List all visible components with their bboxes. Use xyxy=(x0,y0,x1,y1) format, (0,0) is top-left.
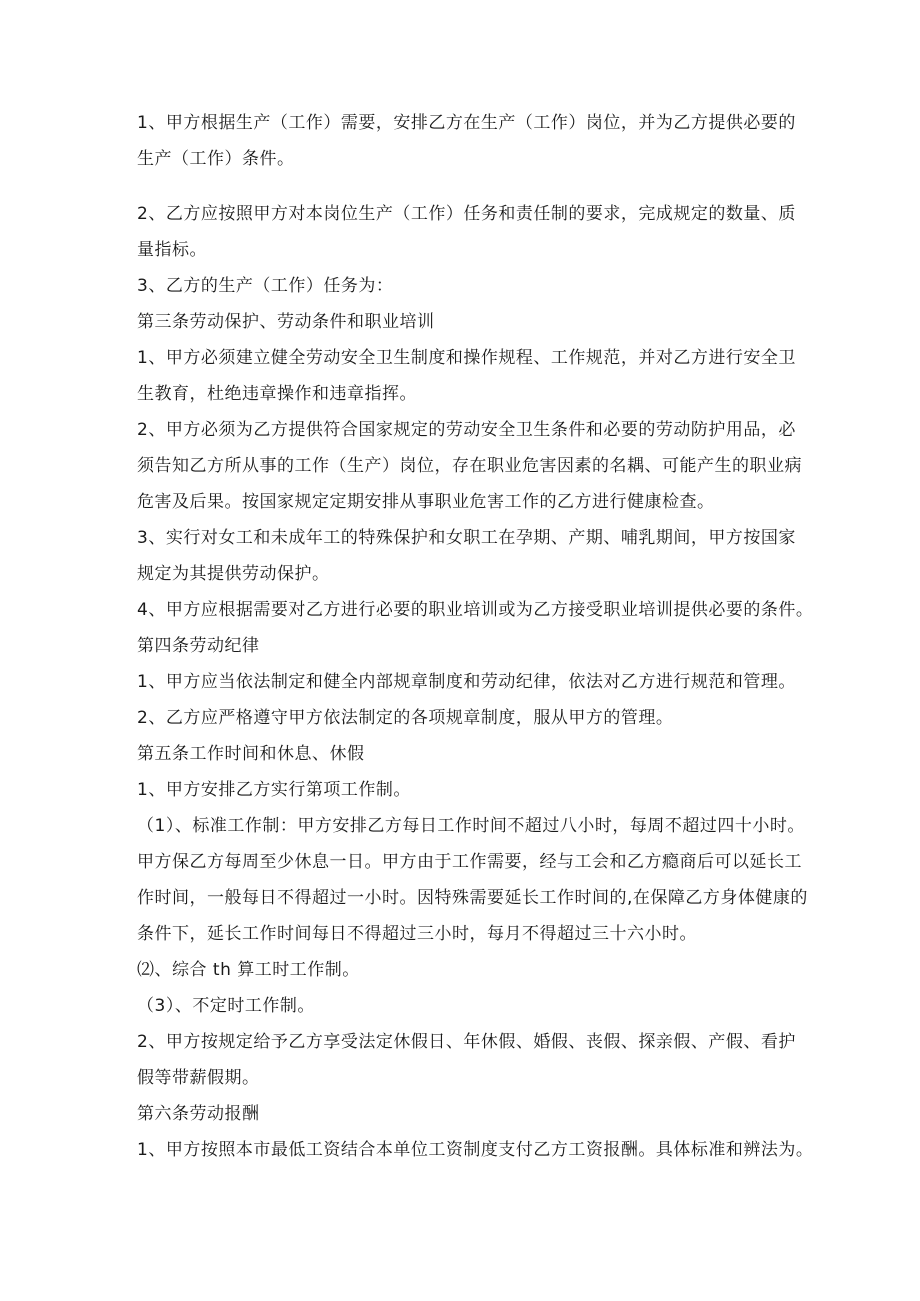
text-line: （3）、不定时工作制。 xyxy=(137,996,315,1016)
paragraph xyxy=(137,664,797,700)
text-line: 第六条劳动报酬 xyxy=(137,1104,260,1124)
text-line: 规定为其提供劳动保护。 xyxy=(137,564,330,584)
paragraph xyxy=(137,952,797,988)
text-line: 3、乙方的生产（工作）任务为： xyxy=(137,276,394,296)
text-line: 1、甲方根据生产（工作）需要，安排乙方在生产（工作）岗位，并为乙方提供必要的 xyxy=(137,113,796,133)
text-line: 2、甲方按规定给予乙方享受法定休假日、年休假、婚假、丧假、探亲假、产假、看护 xyxy=(137,1032,796,1052)
paragraph xyxy=(137,105,797,177)
section-heading xyxy=(137,304,797,340)
text-line: 第四条劳动纪律 xyxy=(137,636,260,656)
paragraph xyxy=(137,520,797,592)
text-line: 1、甲方必须建立健全劳动安全卫生制度和操作规程、工作规范，并对乙方进行安全卫 xyxy=(137,348,796,368)
section-heading xyxy=(137,736,797,772)
paragraph xyxy=(137,592,814,628)
text-line: ⑵、综合 th 算工时工作制。 xyxy=(137,960,360,980)
text-line: 生教育，杜绝违章操作和违章指挥。 xyxy=(137,384,417,404)
paragraph xyxy=(137,412,802,520)
paragraph xyxy=(137,1024,797,1096)
text-line: 第三条劳动保护、劳动条件和职业培训 xyxy=(137,312,435,332)
text-line: 须告知乙方所从事的工作（生产）岗位，存在职业危害因素的名耦、可能产生的职业病 xyxy=(137,456,802,476)
paragraph xyxy=(137,808,808,952)
text-line: 2、乙方应严格遵守甲方依法制定的各项规章制度，服从甲方的管理。 xyxy=(137,708,674,728)
text-line: 条件下，延长工作时间每日不得超过三小时，每月不得超过三十六小时。 xyxy=(137,924,697,944)
text-line: 生产（工作）条件。 xyxy=(137,149,295,169)
section-heading xyxy=(137,1096,797,1132)
paragraph xyxy=(137,700,797,736)
text-line: 1、甲方应当依法制定和健全内部规章制度和劳动纪律，依法对乙方进行规范和管理。 xyxy=(137,672,796,692)
text-line: 危害及后果。按国家规定定期安排从事职业危害工作的乙方进行健康检查。 xyxy=(137,492,715,512)
paragraph xyxy=(137,196,797,268)
text-line: 作时间，一般每日不得超过一小时。因特殊需要延长工作时间的,在保障乙方身体健康的 xyxy=(137,888,808,908)
paragraph xyxy=(137,988,797,1024)
text-line: 第五条工作时间和休息、休假 xyxy=(137,744,365,764)
text-line: 2、乙方应按照甲方对本岗位生产（工作）任务和责任制的要求，完成规定的数量、质 xyxy=(137,204,796,224)
text-line: （1）、标准工作制：甲方安排乙方每日工作时间不超过八小时，每周不超过四十小时。 xyxy=(137,816,805,836)
section-heading xyxy=(137,628,797,664)
text-line: 3、实行对女工和未成年工的特殊保护和女职工在孕期、产期、哺乳期间，甲方按国家 xyxy=(137,528,796,548)
text-line: 甲方保乙方每周至少休息一日。甲方由于工作需要，经与工会和乙方瘾商后可以延长工 xyxy=(137,852,802,872)
text-line: 量指标。 xyxy=(137,240,207,260)
text-line: 2、甲方必须为乙方提供符合国家规定的劳动安全卫生条件和必要的劳动防护用品，必 xyxy=(137,420,796,440)
paragraph xyxy=(137,268,797,304)
text-line: 4、甲方应根据需要对乙方进行必要的职业培训或为乙方接受职业培训提供必要的条件。 xyxy=(137,600,814,620)
text-line: 1、甲方安排乙方实行第项工作制。 xyxy=(137,780,411,800)
text-line: 1、甲方按照本市最低工资结合本单位工资制度支付乙方工资报酬。具体标准和辨法为。 xyxy=(137,1140,814,1160)
text-line: 假等带薪假期。 xyxy=(137,1068,260,1088)
paragraph xyxy=(137,1132,814,1168)
paragraph xyxy=(137,772,797,808)
paragraph xyxy=(137,340,797,412)
